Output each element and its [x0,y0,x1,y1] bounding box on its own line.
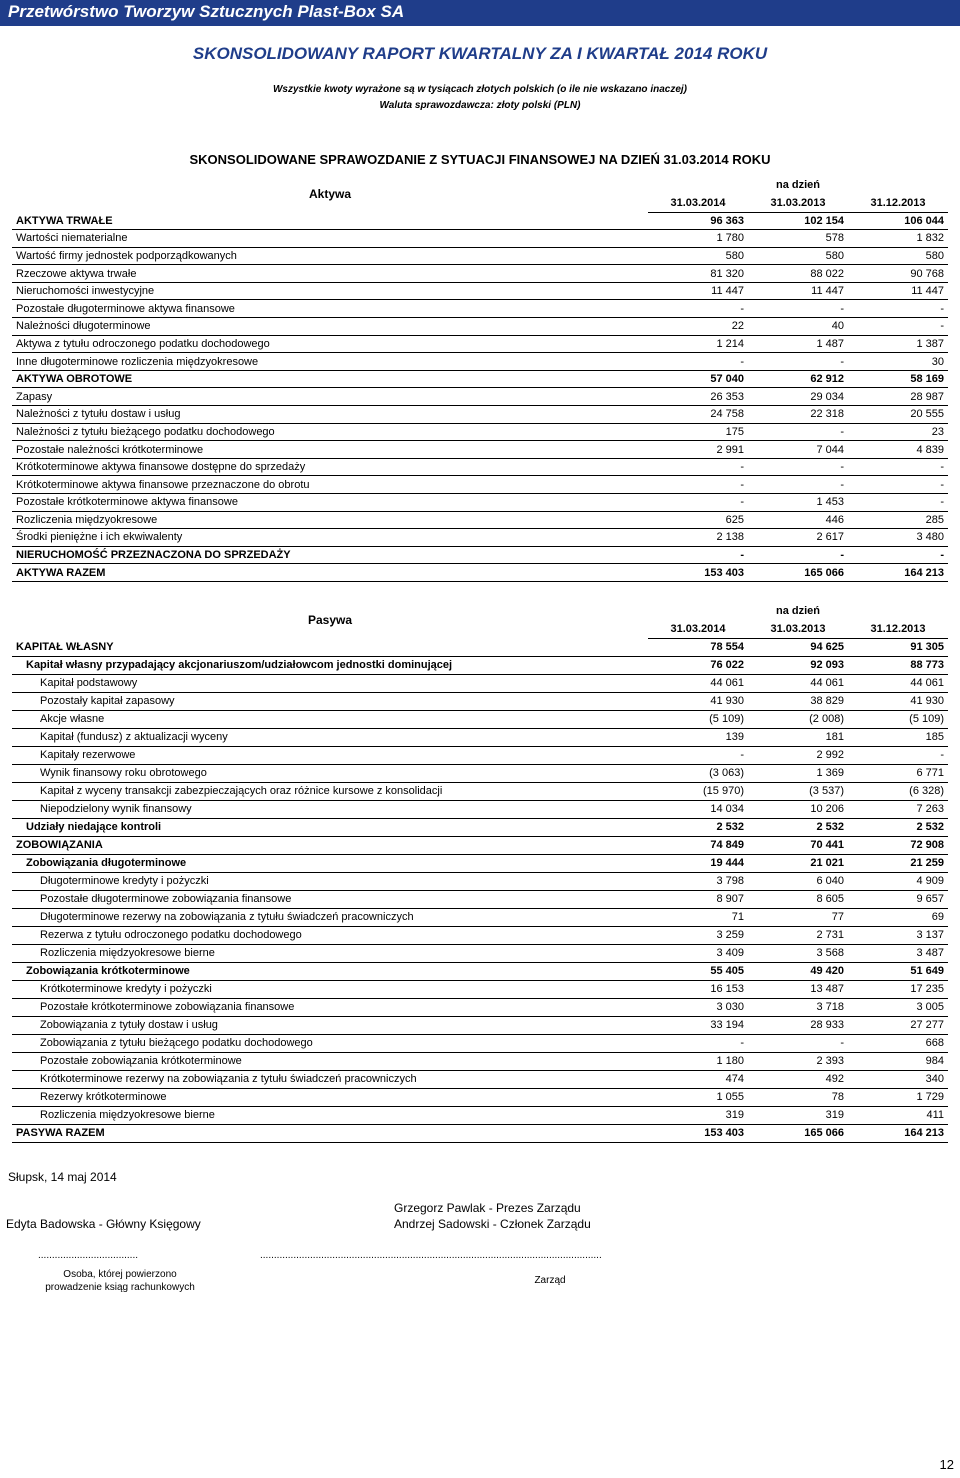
row-label: Zobowiązania długoterminowe [12,854,648,872]
row-label: Pozostały kapitał zapasowy [12,692,648,710]
row-value: 102 154 [748,212,848,230]
row-value: 91 305 [848,638,948,656]
row-label: Zobowiązania krótkoterminowe [12,962,648,980]
row-value: 411 [848,1106,948,1124]
row-value: 94 625 [748,638,848,656]
row-label: Nieruchomości inwestycyjne [12,282,648,300]
row-label: Kapitały rezerwowe [12,746,648,764]
row-label: Pozostałe długoterminowe zobowiązania finansowe [12,890,648,908]
row-label: Wynik finansowy roku obrotowego [12,764,648,782]
row-label: Rezerwy krótkoterminowe [12,1088,648,1106]
row-value: 69 [848,908,948,926]
row-value: 2 138 [648,529,748,547]
row-value: 7 044 [748,441,848,459]
table-row [12,818,948,836]
row-value: 625 [648,511,748,529]
row-value: 185 [848,728,948,746]
table-row [12,529,948,547]
row-value: 3 480 [848,529,948,547]
row-label: Udziały niedające kontroli [12,818,648,836]
table-row [12,546,948,564]
row-value: 165 066 [748,1124,848,1142]
row-value: 44 061 [748,674,848,692]
row-value: 2 991 [648,441,748,459]
row-label: AKTYWA OBROTOWE [12,370,648,388]
row-value: 6 771 [848,764,948,782]
liabilities-col-date: 31.03.2013 [748,620,848,638]
row-value: - [848,546,948,564]
row-value: 19 444 [648,854,748,872]
table-row [12,388,948,406]
row-value: 3 487 [848,944,948,962]
row-label: Należności długoterminowe [12,318,648,336]
row-value: 139 [648,728,748,746]
row-value: 2 532 [648,818,748,836]
row-value: 9 657 [848,890,948,908]
row-value: 10 206 [748,800,848,818]
row-value: 446 [748,511,848,529]
row-value: (5 109) [648,710,748,728]
row-label: Niepodzielony wynik finansowy [12,800,648,818]
row-value: 88 773 [848,656,948,674]
row-value: - [848,300,948,318]
row-value: (3 537) [748,782,848,800]
board-member-president: Grzegorz Pawlak - Prezes Zarządu [394,1201,581,1215]
row-value: (2 008) [748,710,848,728]
table-row [12,890,948,908]
row-value: 11 447 [848,282,948,300]
row-label: Rozliczenia międzyokresowe bierne [12,1106,648,1124]
row-value: 1 369 [748,764,848,782]
row-label: Krótkoterminowe aktywa finansowe dostępne do sprzedaży [12,458,648,476]
liabilities-col-date: 31.12.2013 [848,620,948,638]
row-label: Pozostałe długoterminowe aktywa finansowe [12,300,648,318]
row-label: Należności z tytułu dostaw i usług [12,406,648,424]
row-value: 2 731 [748,926,848,944]
table-row [12,282,948,300]
table-row [12,854,948,872]
row-value: - [848,318,948,336]
row-value: 165 066 [748,564,848,582]
row-value: 58 169 [848,370,948,388]
table-row [12,406,948,424]
signature-line-board: ........................................................................................................................... [260,1250,602,1261]
row-label: Długoterminowe rezerwy na zobowiązania z tytułu świadczeń pracowniczych [12,908,648,926]
row-value: 181 [748,728,848,746]
row-value: 96 363 [648,212,748,230]
row-value: 70 441 [748,836,848,854]
row-value: - [648,746,748,764]
row-label: Zobowiązania z tytułu bieżącego podatku dochodowego [12,1034,648,1052]
row-value: 26 353 [648,388,748,406]
table-row [12,370,948,388]
table-row [12,836,948,854]
board-member: Andrzej Sadowski - Członek Zarządu [394,1217,591,1231]
assets-table [12,176,948,582]
report-title: SKONSOLIDOWANY RAPORT KWARTALNY ZA I KWARTAŁ 2014 ROKU [192,44,768,63]
row-value: 20 555 [848,406,948,424]
row-value: 77 [748,908,848,926]
row-value: 492 [748,1070,848,1088]
assets-col-date: 31.12.2013 [848,194,948,212]
table-row [12,656,948,674]
row-value: - [848,476,948,494]
row-value: 2 532 [848,818,948,836]
row-value: 13 487 [748,980,848,998]
row-value: (5 109) [848,710,948,728]
row-value: 78 554 [648,638,748,656]
row-value: 90 768 [848,265,948,283]
row-value: 24 758 [648,406,748,424]
row-label: Krótkoterminowe aktywa finansowe przeznaczone do obrotu [12,476,648,494]
row-label: Wartości niematerialne [12,230,648,248]
row-value: 28 933 [748,1016,848,1034]
table-row [12,782,948,800]
row-value: - [748,546,848,564]
table-row [12,998,948,1016]
row-value: 11 447 [748,282,848,300]
row-value: 285 [848,511,948,529]
reporting-currency-note: Waluta sprawozdawcza: złoty polski (PLN) [379,100,581,111]
row-label: Pozostałe należności krótkoterminowe [12,441,648,459]
row-value: 27 277 [848,1016,948,1034]
row-label: Kapitał z wyceny transakcji zabezpieczających oraz różnice kursowe z konsolidacji [12,782,648,800]
table-row [12,353,948,371]
row-value: 78 [748,1088,848,1106]
row-value: 2 992 [748,746,848,764]
row-value: 3 259 [648,926,748,944]
row-label: Rzeczowe aktywa trwałe [12,265,648,283]
row-label: Akcje własne [12,710,648,728]
row-value: 3 798 [648,872,748,890]
table-row [12,511,948,529]
row-label: Kapitał (fundusz) z aktualizacji wyceny [12,728,648,746]
row-value: 30 [848,353,948,371]
table-row [12,764,948,782]
statement-title: SKONSOLIDOWANE SPRAWOZDANIE Z SYTUACJI FINANSOWEJ NA DZIEŃ 31.03.2014 ROKU [189,152,771,167]
row-value: 153 403 [648,1124,748,1142]
row-label: Długoterminowe kredyty i pożyczki [12,872,648,890]
table-row [12,962,948,980]
row-value: 16 153 [648,980,748,998]
table-row [12,441,948,459]
row-value: 49 420 [748,962,848,980]
row-value: 106 044 [848,212,948,230]
row-value: 57 040 [648,370,748,388]
row-value: 3 030 [648,998,748,1016]
row-value: 92 093 [748,656,848,674]
row-label: AKTYWA RAZEM [12,564,648,582]
table-row [12,1034,948,1052]
table-row [12,494,948,512]
row-value: 17 235 [848,980,948,998]
row-value: - [648,546,748,564]
row-label: Zapasy [12,388,648,406]
liabilities-table [12,602,948,1143]
row-value: 153 403 [648,564,748,582]
row-value: 2 617 [748,529,848,547]
signature-line-accountant: .................................... [38,1250,139,1261]
chief-accountant: Edyta Badowska - Główny Księgowy [6,1217,201,1231]
row-label: NIERUCHOMOŚĆ PRZEZNACZONA DO SPRZEDAŻY [12,546,648,564]
table-row [12,300,948,318]
row-value: 1 180 [648,1052,748,1070]
row-value: - [848,458,948,476]
row-value: 55 405 [648,962,748,980]
row-value: - [648,300,748,318]
row-value: - [648,458,748,476]
row-value: 1 387 [848,335,948,353]
caption-line: Osoba, której powierzono [63,1269,177,1280]
row-value: 668 [848,1034,948,1052]
table-row [12,674,948,692]
row-value: 580 [648,247,748,265]
table-row [12,872,948,890]
table-row [12,1070,948,1088]
table-row [12,458,948,476]
row-value: 21 259 [848,854,948,872]
row-value: 8 907 [648,890,748,908]
assets-na-dzien: na dzień [776,179,821,191]
row-value: 11 447 [648,282,748,300]
table-row [12,212,948,230]
row-value: - [748,476,848,494]
row-value: - [648,476,748,494]
row-label: Zobowiązania z tytuły dostaw i usług [12,1016,648,1034]
row-label: ZOBOWIĄZANIA [12,836,648,854]
row-label: Pozostałe zobowiązania krótkoterminowe [12,1052,648,1070]
row-value: 164 213 [848,1124,948,1142]
assets-header-label: Aktywa [308,187,352,201]
table-row [12,1106,948,1124]
row-value: 164 213 [848,564,948,582]
row-value: 72 908 [848,836,948,854]
row-label: Rozliczenia międzyokresowe [12,511,648,529]
liabilities-col-date: 31.03.2014 [648,620,748,638]
table-row [12,638,948,656]
row-value: - [648,494,748,512]
row-value: 578 [748,230,848,248]
table-row [12,710,948,728]
row-value: 14 034 [648,800,748,818]
table-row [12,1088,948,1106]
row-value: - [748,353,848,371]
row-value: 40 [748,318,848,336]
row-value: 41 930 [648,692,748,710]
table-row [12,800,948,818]
row-value: 7 263 [848,800,948,818]
row-label: AKTYWA TRWAŁE [12,212,648,230]
table-row [12,746,948,764]
row-value: 6 040 [748,872,848,890]
row-label: Krótkoterminowe kredyty i pożyczki [12,980,648,998]
table-row [12,1016,948,1034]
row-value: 33 194 [648,1016,748,1034]
row-value: 580 [748,247,848,265]
row-value: 3 137 [848,926,948,944]
table-row [12,926,948,944]
caption-accountant [30,1268,210,1294]
table-row [12,247,948,265]
place-date: Słupsk, 14 maj 2014 [8,1170,117,1184]
table-row [12,692,948,710]
row-value: - [848,494,948,512]
row-value: 22 318 [748,406,848,424]
row-value: 2 532 [748,818,848,836]
table-row [12,728,948,746]
row-label: Środki pieniężne i ich ekwiwalenty [12,529,648,547]
row-value: 3 568 [748,944,848,962]
table-row [12,908,948,926]
row-value: - [748,423,848,441]
row-value: 74 849 [648,836,748,854]
row-value: 3 718 [748,998,848,1016]
row-value: 474 [648,1070,748,1088]
row-value: 3 409 [648,944,748,962]
table-row [12,476,948,494]
row-value: 1 453 [748,494,848,512]
row-value: 44 061 [648,674,748,692]
row-value: 319 [648,1106,748,1124]
company-name: Przetwórstwo Tworzyw Sztucznych Plast-Box SA [8,2,405,21]
row-label: Należności z tytułu bieżącego podatku dochodowego [12,423,648,441]
table-row [12,944,948,962]
row-value: 76 022 [648,656,748,674]
table-row [12,1124,948,1142]
table-row [12,265,948,283]
row-value: - [748,458,848,476]
assets-col-date: 31.03.2014 [648,194,748,212]
row-label: Kapitał podstawowy [12,674,648,692]
row-value: 51 649 [848,962,948,980]
liabilities-header-label: Pasywa [307,613,353,627]
row-value: 8 605 [748,890,848,908]
row-value: 3 005 [848,998,948,1016]
row-label: PASYWA RAZEM [12,1124,648,1142]
row-value: 2 393 [748,1052,848,1070]
row-value: - [848,746,948,764]
currency-note: Wszystkie kwoty wyrażone są w tysiącach złotych polskich (o ile nie wskazano inaczej) [272,84,688,95]
row-label: Pozostałe krótkoterminowe aktywa finansowe [12,494,648,512]
row-value: 175 [648,423,748,441]
table-row [12,564,948,582]
table-row [12,318,948,336]
row-value: 62 912 [748,370,848,388]
row-label: Wartość firmy jednostek podporządkowanych [12,247,648,265]
row-value: 580 [848,247,948,265]
row-label: Kapitał własny przypadający akcjonariuszom/udziałowcom jednostki dominującej [12,656,648,674]
row-value: (6 328) [848,782,948,800]
row-value: 81 320 [648,265,748,283]
caption-line: prowadzenie ksiąg rachunkowych [45,1282,195,1293]
row-value: - [648,1034,748,1052]
row-label: Pozostałe krótkoterminowe zobowiązania finansowe [12,998,648,1016]
row-value: 21 021 [748,854,848,872]
row-value: 1 832 [848,230,948,248]
row-value: 1 729 [848,1088,948,1106]
row-label: Inne długoterminowe rozliczenia międzyokresowe [12,353,648,371]
row-value: 88 022 [748,265,848,283]
row-value: 340 [848,1070,948,1088]
row-value: 1 055 [648,1088,748,1106]
row-value: 22 [648,318,748,336]
row-value: 29 034 [748,388,848,406]
row-value: 319 [748,1106,848,1124]
row-value: 71 [648,908,748,926]
row-value: 41 930 [848,692,948,710]
row-value: - [648,353,748,371]
row-label: Krótkoterminowe rezerwy na zobowiązania z tytułu świadczeń pracowniczych [12,1070,648,1088]
row-value: - [748,1034,848,1052]
row-value: 23 [848,423,948,441]
row-value: 4 839 [848,441,948,459]
row-label: Aktywa z tytułu odroczonego podatku dochodowego [12,335,648,353]
assets-col-date: 31.03.2013 [748,194,848,212]
row-label: Rozliczenia międzyokresowe bierne [12,944,648,962]
table-row [12,980,948,998]
page-number: 12 [939,1457,954,1472]
row-value: 44 061 [848,674,948,692]
row-value: (3 063) [648,764,748,782]
liabilities-na-dzien: na dzień [776,605,821,617]
row-value: (15 970) [648,782,748,800]
row-value: 984 [848,1052,948,1070]
row-value: 1 214 [648,335,748,353]
row-value: 28 987 [848,388,948,406]
row-value: 1 487 [748,335,848,353]
row-value: 4 909 [848,872,948,890]
table-row [12,335,948,353]
header-bar [0,0,960,26]
row-label: KAPITAŁ WŁASNY [12,638,648,656]
table-row [12,1052,948,1070]
table-row [12,423,948,441]
row-value: 38 829 [748,692,848,710]
table-row [12,230,948,248]
caption-board: Zarząd [534,1275,566,1286]
row-value: - [748,300,848,318]
row-value: 1 780 [648,230,748,248]
row-label: Rezerwa z tytułu odroczonego podatku dochodowego [12,926,648,944]
